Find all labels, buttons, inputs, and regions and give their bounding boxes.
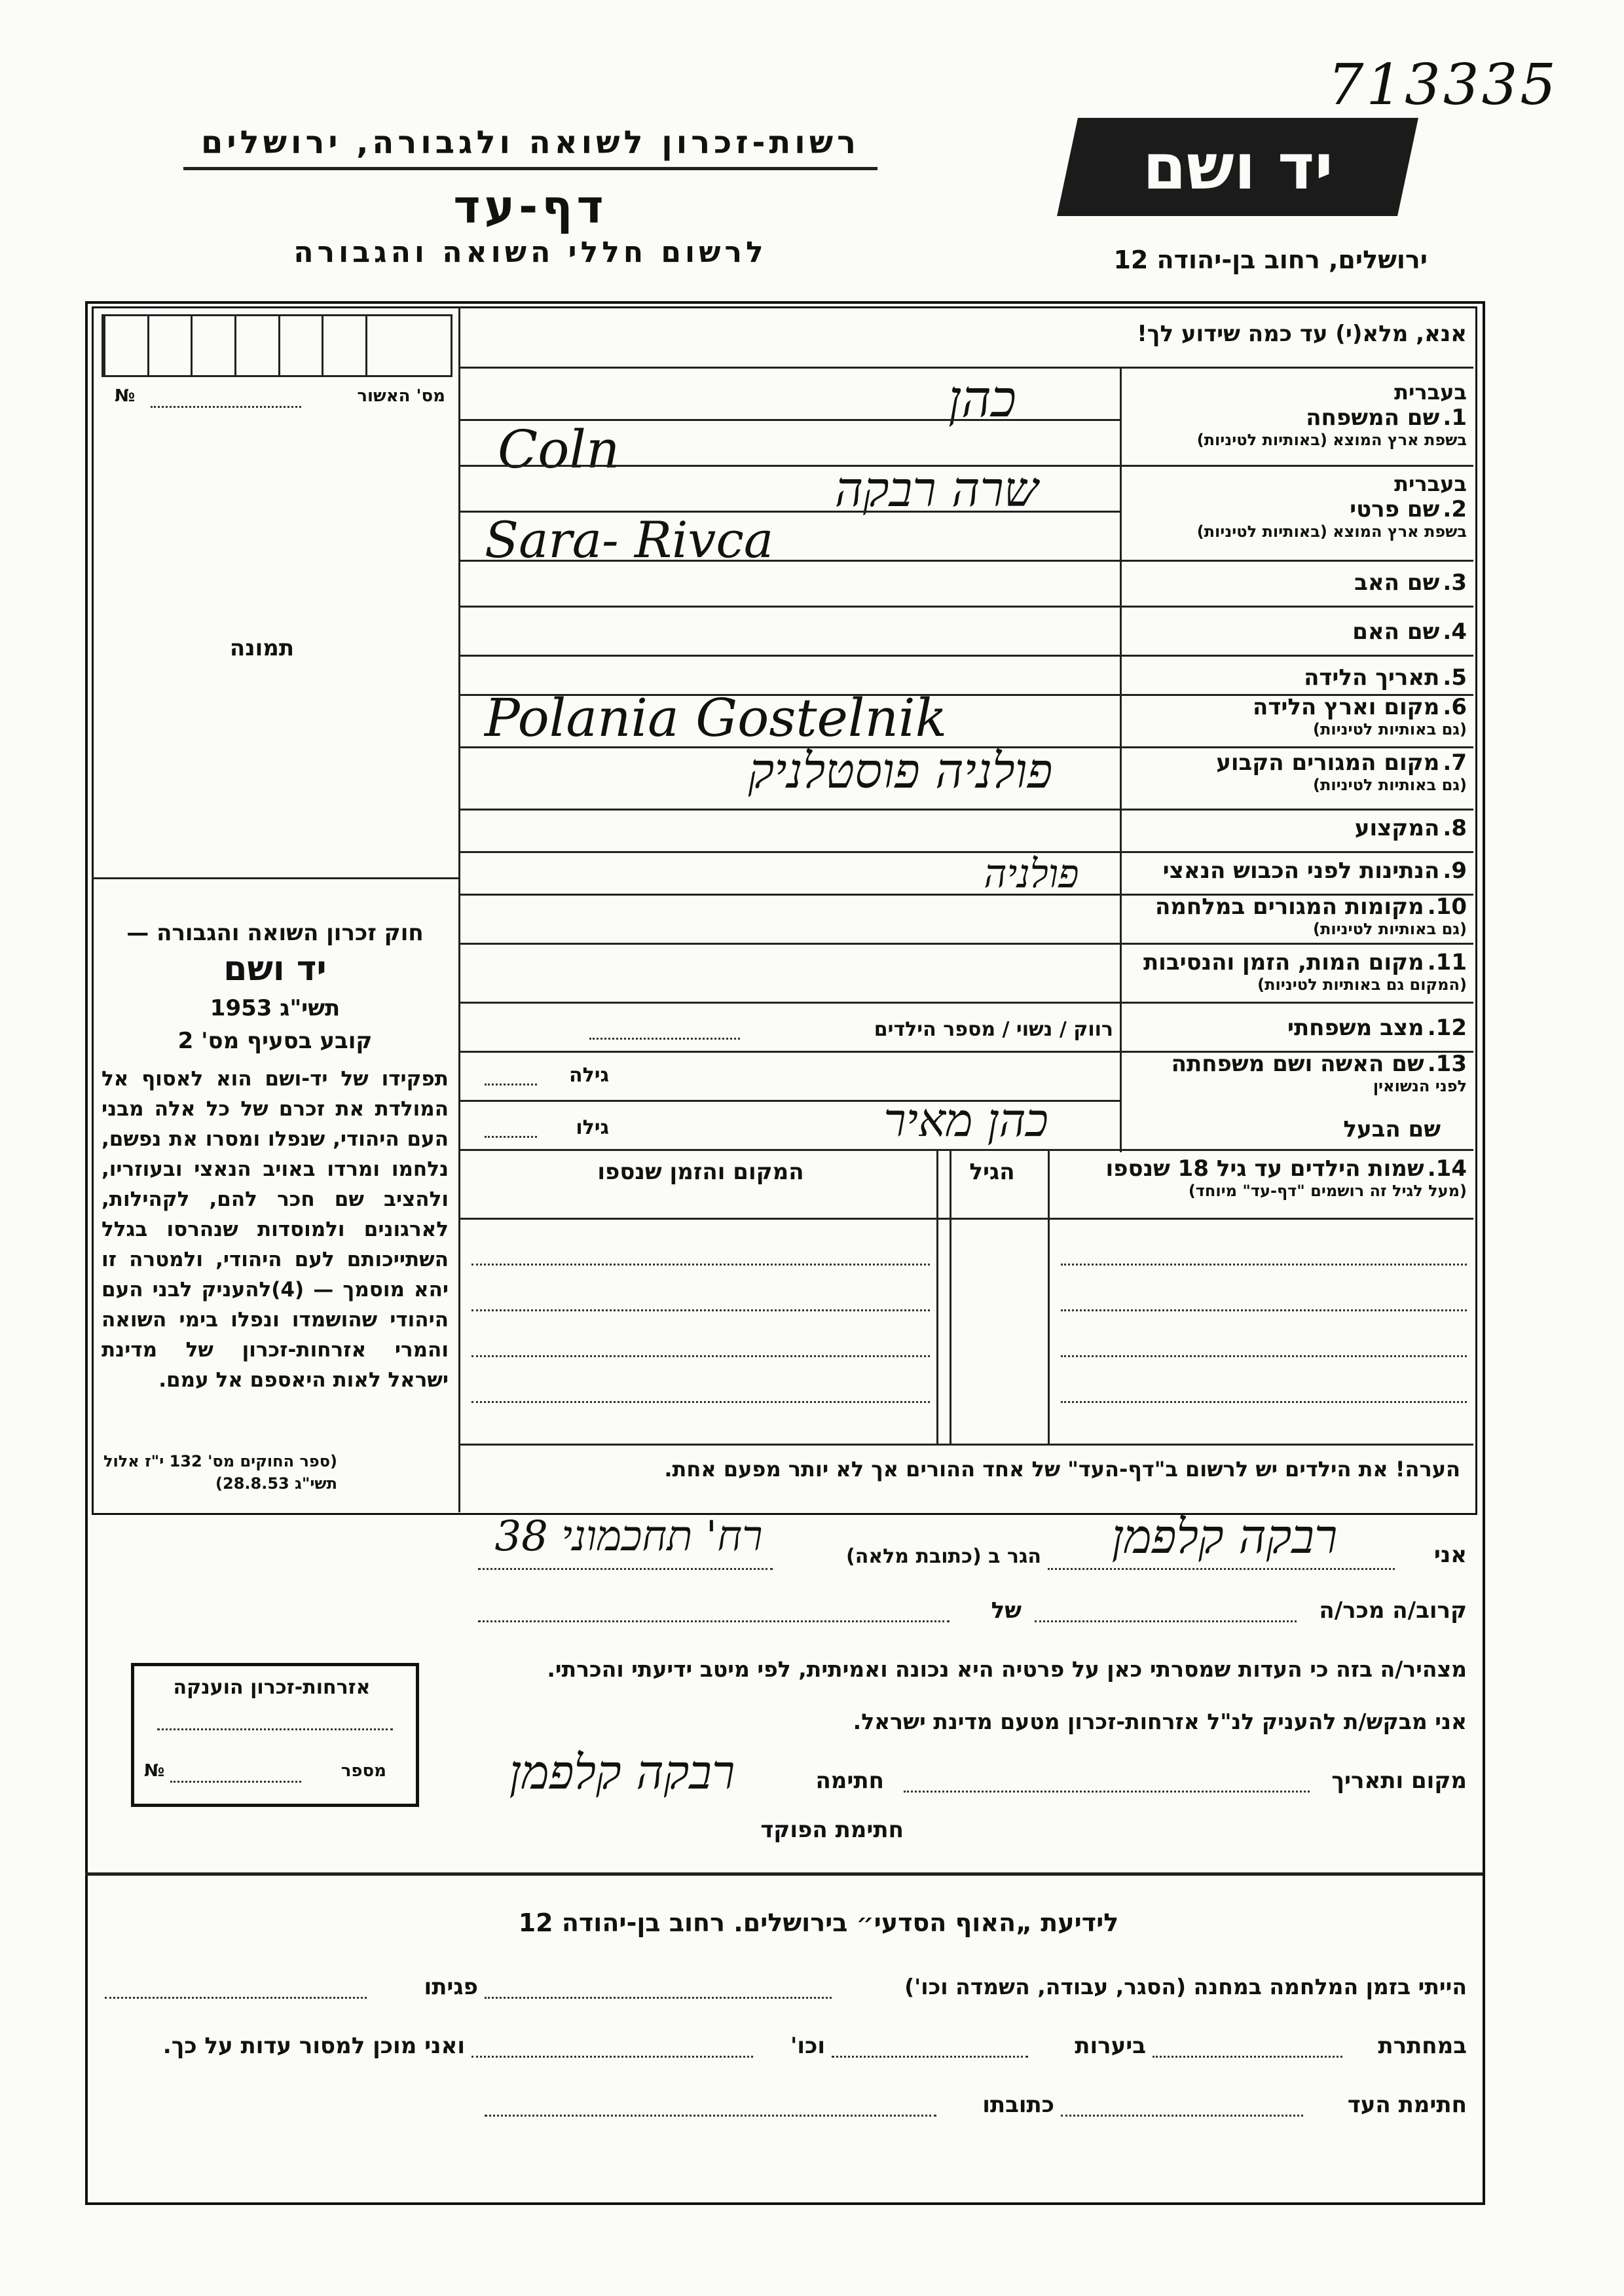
field-mother-name: 4. שם האם	[1352, 619, 1467, 645]
officer-signature-label: חתימת הפוקד	[760, 1817, 904, 1843]
field-birth-place: 6. מקום וארץ הלידה (גם באותיות לטיניות)	[1252, 694, 1467, 738]
marital-status-options[interactable]: רווק / נשוי / מספר הילדים	[874, 1018, 1113, 1041]
children-col-age: הגיל	[969, 1159, 1015, 1185]
bottom-forests-label: ביערות	[1075, 2033, 1146, 2059]
field-husband-name: שם הבעל	[1343, 1116, 1441, 1142]
note: הערה! את הילדים יש לרשום ב"דף-העד" של אחד ההורים אך לא יותר מפעם אחת.	[664, 1457, 1460, 1482]
request-text: אני מבקש/ת להעניק לנ"ל אזרחות-זכרון מטעם מדינת ישראל.	[853, 1709, 1467, 1734]
law-year: תשי"ג 1953	[210, 995, 341, 1021]
first-name-latin[interactable]: Sara- Rivca	[485, 511, 774, 569]
photo-label: תמונה	[229, 635, 295, 661]
hebrew-tag: בעברית	[1394, 380, 1467, 405]
org-line: רשות-זכרון לשואה ולגבורה, ירושלים	[200, 124, 860, 161]
family-name-latin[interactable]: Coln	[498, 419, 620, 480]
bottom-released-label: פגיתו	[424, 1974, 478, 2000]
declarant-relative-label: קרוב/ה מכר/ה	[1319, 1597, 1467, 1624]
field-wartime-residence: 10. מקומות המגורים במלחמה (גם באותיות לטיניות)	[1154, 894, 1467, 938]
bottom-address-label: כתובתו	[982, 2092, 1054, 2118]
field-first-name: בעברית 2. שם פרטי בשפת ארץ המוצא (באותיות לטיניות)	[1196, 471, 1467, 541]
field-marital-status: 12. מצב משפחתי	[1287, 1015, 1467, 1041]
declarant-name[interactable]: רבקה קלפמן	[1111, 1509, 1338, 1564]
bottom-testimony-label: ואני מוכן למסור עדות על כך.	[162, 2033, 465, 2059]
declarant-resides-label: הגר ב (כתובת מלאה)	[845, 1545, 1041, 1568]
field-nationality: 9. הנתינות לפני הכבוש הנאצי	[1162, 858, 1467, 884]
place-date-label: מקום ותאריך	[1331, 1768, 1467, 1794]
bottom-witness-signature-label: חתימת העד	[1347, 2092, 1467, 2118]
declarant-of-label: של	[991, 1597, 1022, 1624]
form-subtitle: לרשום חללי השואה והגבורה	[293, 236, 767, 269]
bottom-title: לידיעת „האוף הסדעי״ בירושלים. רחוב בן-יהודה 12	[518, 1908, 1119, 1937]
nationality-hebrew[interactable]: פולניה	[984, 851, 1079, 897]
field-profession: 8. המקצוע	[1354, 815, 1467, 841]
field-death-place: 11. מקום המות, הזמן והנסיבות (המקום גם באותיות לטיניות)	[1143, 949, 1467, 994]
number-boxes	[101, 314, 452, 377]
permit-label: מס' האשור	[357, 386, 445, 406]
signature-value[interactable]: רבקה קלפמן	[509, 1745, 735, 1800]
citizenship-title: אזרחות-זכרון הוענקה	[173, 1676, 371, 1699]
bottom-camp-label: הייתי בזמן המלחמה במחנה (הסגר, עבודה, השמדה וכו')	[904, 1974, 1467, 1999]
field-permanent-residence: 7. מקום המגורים הקבוע (גם באותיות לטיניות)	[1216, 750, 1467, 794]
family-name-hebrew[interactable]: כהן	[948, 370, 1016, 429]
children-col-place: המקום והזמן שנספו	[597, 1159, 804, 1185]
birth-place-latin[interactable]: Polania Gostelnik	[485, 687, 948, 748]
archive-number: 713335	[1327, 52, 1559, 118]
signature-label: חתימה	[815, 1768, 884, 1794]
address: ירושלים, רחוב בן-יהודה 12	[1113, 246, 1428, 274]
bottom-etc-label: וכו'	[790, 2033, 825, 2059]
yad-vashem-logo	[1057, 118, 1418, 216]
logo-text: יד ושם	[1142, 130, 1333, 204]
citizenship-no-label: מספר	[341, 1761, 386, 1781]
permit-no-label: №	[115, 386, 136, 406]
husband-name-hebrew[interactable]: כהן מאיר	[883, 1093, 1048, 1147]
bottom-underground-label: במחתרת	[1378, 2033, 1467, 2059]
field-wife-name: 13. שם האשה ושם משפחתה לפני הנשואין	[1171, 1051, 1467, 1095]
permanent-residence-hebrew[interactable]: פולניה פוסטלניק	[748, 743, 1053, 799]
field-father-name: 3. שם האב	[1354, 570, 1467, 596]
husband-age-label: גילו	[576, 1116, 609, 1139]
field-family-name: בעברית 1. שם המשפחה בשפת ארץ המוצא (באותיות לטיניות)	[1126, 380, 1467, 449]
field-birth-date: 5. תאריך הלידה	[1304, 665, 1467, 691]
declaration-text: מצהיר/ה בזה כי העדות שמסרתי כאן על פרטיה היא נכונה ואמיתית, לפי מיטב ידיעתי והכרתי.	[547, 1656, 1467, 1682]
wife-age-label: גילה	[569, 1064, 609, 1087]
law-section: קובע בסעיף מס' 2	[177, 1028, 373, 1054]
declarant-address[interactable]: רח' תחכמוני 38	[494, 1512, 763, 1561]
first-name-hebrew[interactable]: שרה רבקה	[834, 462, 1039, 518]
law-name: יד ושם	[223, 949, 327, 989]
law-text: תפקידו של יד-ושם הוא לאסוף אל המולדת את זכרם של כל אלה מבני העם היהודי, שנפלו ומסרו את נפשם, נלחמו ומרדו באויב הנאצי ובעוזריו, ולהציב שם חכר להם, לקהילות, לארגונים ולמוסדות שנהרסו בגלל השתייכותם לעם היהודי, ולמטרה זו יהא מוסמך — (4)להעניק לבני העם היהודי שהושמדו ונפלו בימי השואה והמרי אזרחות-זכרון של מדינת ישראל לאות היאספם אל עמם.	[101, 1067, 449, 1392]
law-title: חוק זכרון השואה והגבורה —	[126, 920, 424, 946]
instruction: אנא, מלא(י) עד כמה שידוע לך!	[1137, 321, 1467, 347]
citizenship-no-symbol: №	[144, 1761, 165, 1781]
law-ref: (ספר החוקים מס' 132 י"ז אלול תשי"ג 28.8.53)	[103, 1452, 337, 1493]
children-section: 14. שמות הילדים עד גיל 18 שנספו (מעל לגיל זה רושמים "דף-עד" מיוחד)	[1105, 1156, 1467, 1200]
form-title: דף-עד	[453, 180, 608, 234]
declarant-i-label: אני	[1433, 1542, 1467, 1568]
